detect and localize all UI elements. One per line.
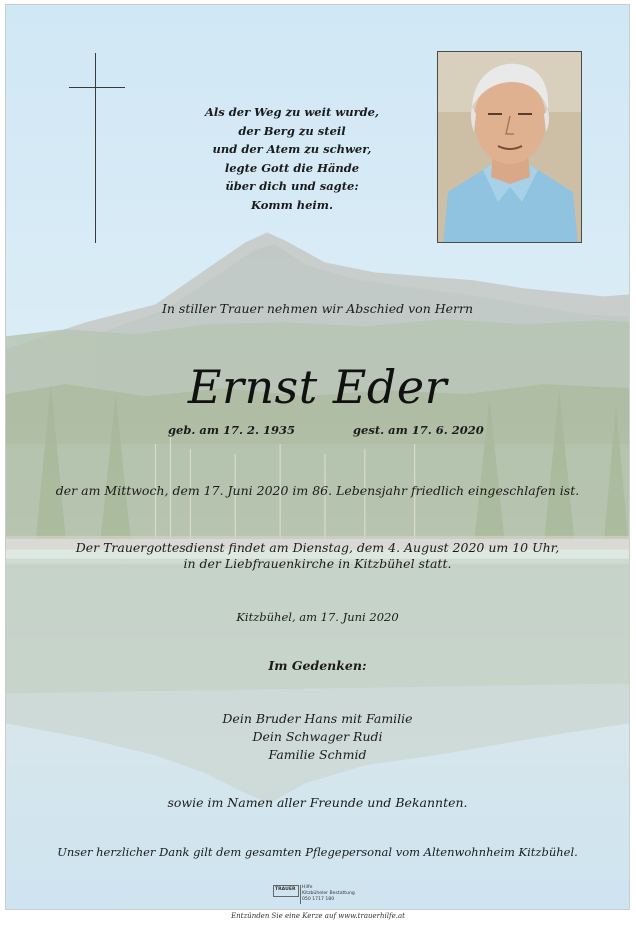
cross-icon-horizontal [69,87,125,88]
intro-text: In stiller Trauer nehmen wir Abschied von Herrn [161,301,474,316]
passing-text: der am Mittwoch, dem 17. Juni 2020 im 86. Lebensjahr friedlich eingeschlafen ist. [55,483,580,498]
footer-candle-link[interactable]: Entzünden Sie eine Kerze auf www.trauerhilfe.at [231,912,405,920]
mourner-line: Dein Bruder Hans mit Familie [222,711,413,726]
portrait-illustration [438,52,582,243]
poem-line: legte Gott die Hände [224,160,360,175]
mourner-line: Familie Schmid [268,747,367,762]
birth-date: geb. am 17. 2. 1935 [168,423,296,437]
poem-line: der Berg zu steil [238,123,346,138]
memory-heading: Im Gedenken: [268,658,367,673]
poem-line: Komm heim. [251,197,333,212]
logo-divider [300,885,301,904]
mourner-line: Dein Schwager Rudi [252,729,383,744]
cross-icon-vertical [95,53,96,243]
death-date: gest. am 17. 6. 2020 [353,423,484,437]
logo-brand: TRAUER [275,887,296,892]
friends-line: sowie im Namen aller Freunde und Bekannten. [167,795,468,810]
obituary-card [5,4,630,910]
service-line-2: in der Liebfrauenkirche in Kitzbühel statt. [183,556,452,571]
logo-hilfe: Hilfe [302,885,313,890]
poem-line: und der Atem zu schwer, [212,142,372,157]
logo-subtitle: Kitzbüheler Bestattung [302,891,355,896]
funeral-home-logo [273,885,353,905]
poem-line: über dich und sagte: [225,179,359,194]
deceased-name: Ernst Eder [187,360,448,414]
poem-line: Als der Weg zu weit wurde, [204,105,379,119]
logo-phone: 050 1717 180 [302,897,335,902]
service-line-1: Der Trauergottesdienst findet am Dienstag, dem 4. August 2020 um 10 Uhr, [75,540,560,555]
portrait-photo [437,51,582,243]
thanks-text: Unser herzlicher Dank gilt dem gesamten Pflegepersonal vom Altenwohnheim Kitzbühel. [57,845,578,859]
place-date: Kitzbühel, am 17. Juni 2020 [236,610,399,624]
poem [136,103,448,215]
